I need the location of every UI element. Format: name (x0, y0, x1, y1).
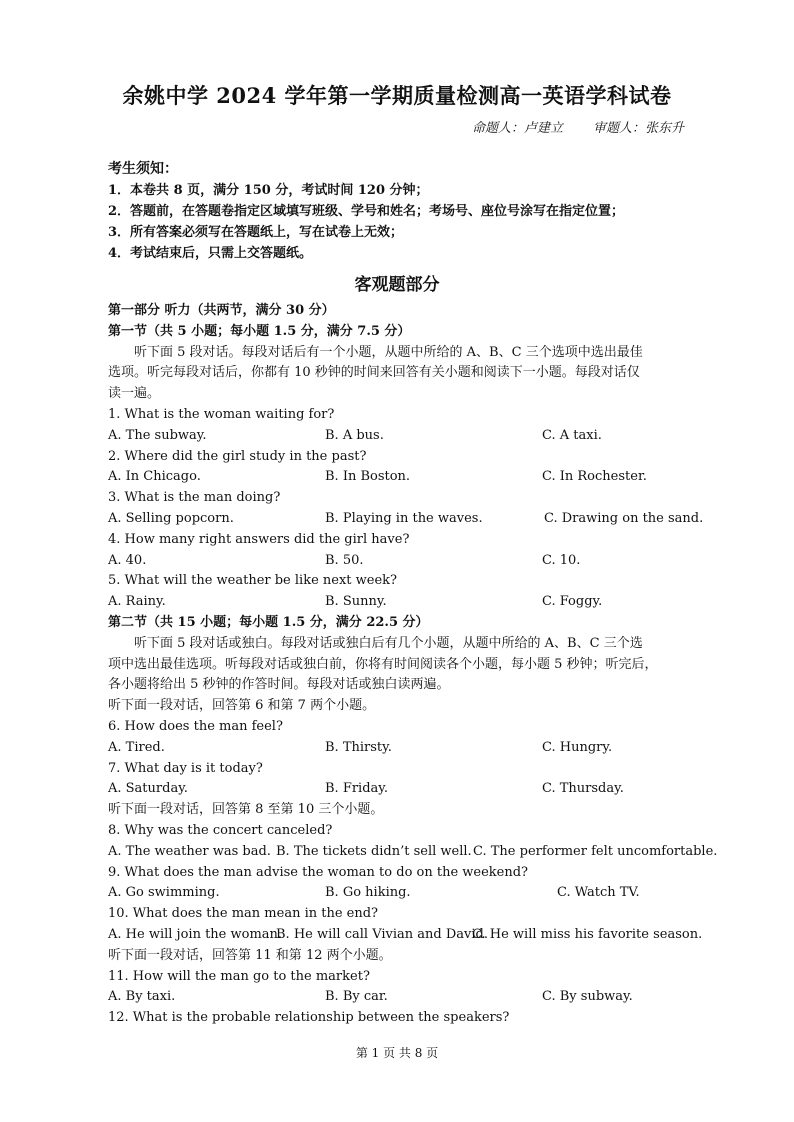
option-c: C. By subway. (542, 989, 633, 1005)
section-title: 客观题部分 (354, 275, 440, 295)
option-b: B. Playing in the waves. (325, 510, 483, 526)
option-b: B. Thirsty. (325, 739, 392, 755)
sec1-heading: 第一节（共 5 小题；每小题 1.5 分，满分 7.5 分） (108, 323, 411, 339)
option-b: B. A bus. (325, 427, 384, 443)
option-a: A. He will join the woman. (108, 926, 283, 942)
question-stem: 8. Why was the concert canceled? (108, 822, 333, 838)
option-b: B. 50. (325, 552, 364, 568)
question-stem: 12. What is the probable relationship between the speakers? (108, 1010, 510, 1026)
question-stem: 7. What day is it today? (108, 760, 263, 776)
sec2-instruction: 各小题将给出 5 秒钟的作答时间。每段对话或独白读两遍。 (108, 677, 450, 693)
sec1-instruction: 听下面 5 段对话。每段对话后有一个小题，从题中所给的 A、B、C 三个选项中选出最佳 (134, 344, 643, 360)
question-stem: 9. What does the man advise the woman to do on the weekend? (108, 864, 529, 880)
exam-title: 余姚中学 2024 学年第一学期质量检测高一英语学科试卷 (122, 83, 672, 108)
sec2-instruction: 项中选出最佳选项。听每段对话或独白前，你将有时间阅读各个小题，每小题 5 秒钟；听完后， (108, 656, 658, 672)
options-row (108, 883, 688, 904)
options-row (108, 592, 688, 613)
options-row (108, 551, 688, 572)
option-c: C. Watch TV. (557, 885, 640, 901)
notice-heading: 考生须知： (108, 161, 178, 177)
option-a: A. Go swimming. (108, 885, 220, 901)
options-row (108, 426, 688, 447)
option-b: B. He will call Vivian and David. (276, 926, 488, 942)
option-b: B. The tickets didn’t sell well. (276, 843, 472, 859)
notice-list (108, 180, 624, 264)
option-a: A. In Chicago. (108, 469, 201, 485)
question-stem: 5. What will the weather be like next week? (108, 573, 398, 589)
option-b: B. In Boston. (325, 469, 411, 485)
listening-content (108, 301, 718, 1029)
part1-heading: 第一部分 听力（共两节，满分 30 分） (108, 303, 335, 318)
option-a: A. 40. (108, 552, 147, 568)
reviewer-label: 审题人：张东升 (592, 121, 684, 136)
options-row (108, 738, 688, 759)
option-b: B. By car. (325, 989, 388, 1005)
question-stem: 10. What does the man mean in the end? (108, 906, 379, 922)
option-b: B. Sunny. (325, 594, 387, 610)
question-stem: 11. How will the man go to the market? (108, 968, 370, 984)
sec1-instruction: 读一遍。 (108, 386, 161, 402)
question-stem: 2. Where did the girl study in the past? (108, 448, 367, 464)
options-row (108, 509, 704, 530)
option-c: C. Drawing on the sand. (544, 510, 704, 526)
sec2-heading: 第二节（共 15 小题；每小题 1.5 分，满分 22.5 分） (108, 614, 429, 630)
option-b: B. Friday. (325, 781, 389, 797)
dialog-intro: 听下面一段对话，回答第 6 和第 7 两个小题。 (108, 698, 376, 714)
page-number: 第 1 页 共 8 页 (355, 1046, 439, 1060)
options-row (108, 925, 703, 946)
notice-item: 3．所有答案必须写在答题纸上，写在试卷上无效； (108, 225, 404, 240)
option-c: C. In Rochester. (542, 469, 647, 485)
question-stem: 3. What is the man doing? (108, 490, 281, 506)
question-stem: 6. How does the man feel? (108, 718, 283, 734)
option-a: A. The subway. (108, 427, 207, 443)
notice-item: 2．答题前，在答题卷指定区域填写班级、学号和姓名；考场号、座位号涂写在指定位置； (108, 204, 625, 219)
option-a: A. Selling popcorn. (108, 510, 234, 526)
option-c: C. He will miss his favorite season. (472, 926, 703, 942)
option-a: A. Rainy. (108, 594, 166, 610)
option-c: C. Foggy. (542, 594, 603, 610)
option-c: C. Thursday. (542, 781, 624, 797)
option-c: C. A taxi. (542, 427, 602, 443)
option-b: B. Go hiking. (325, 885, 411, 901)
notice-item: 4．考试结束后，只需上交答题纸。 (108, 246, 313, 261)
option-c: C. 10. (542, 552, 581, 568)
options-row (108, 987, 688, 1008)
option-c: C. The performer felt uncomfortable. (473, 843, 718, 859)
options-row (108, 467, 688, 488)
option-a: A. By taxi. (108, 989, 176, 1005)
question-stem: 4. How many right answers did the girl have? (108, 531, 410, 547)
dialog-intro: 听下面一段对话，回答第 8 至第 10 三个小题。 (108, 802, 384, 818)
options-row (108, 779, 688, 800)
sec2-instruction: 听下面 5 段对话或独白。每段对话或独白后有几个小题，从题中所给的 A、B、C 三个选 (134, 635, 643, 651)
option-a: A. Saturday. (108, 781, 188, 797)
notice-item: 1．本卷共 8 页，满分 150 分，考试时间 120 分钟； (108, 183, 429, 198)
option-c: C. Hungry. (542, 739, 613, 755)
setter-label: 命题人：卢建立 (471, 121, 563, 136)
dialog-intro: 听下面一段对话，回答第 11 和第 12 两个小题。 (108, 947, 392, 963)
option-a: A. Tired. (108, 739, 165, 755)
options-row (108, 842, 718, 863)
question-stem: 1. What is the woman waiting for? (108, 406, 335, 422)
authors-line (472, 117, 684, 136)
option-a: A. The weather was bad. (108, 843, 271, 859)
sec1-instruction: 选项。听完每段对话后，你都有 10 秒钟的时间来回答有关小题和阅读下一小题。每段对话仅 (108, 365, 640, 381)
